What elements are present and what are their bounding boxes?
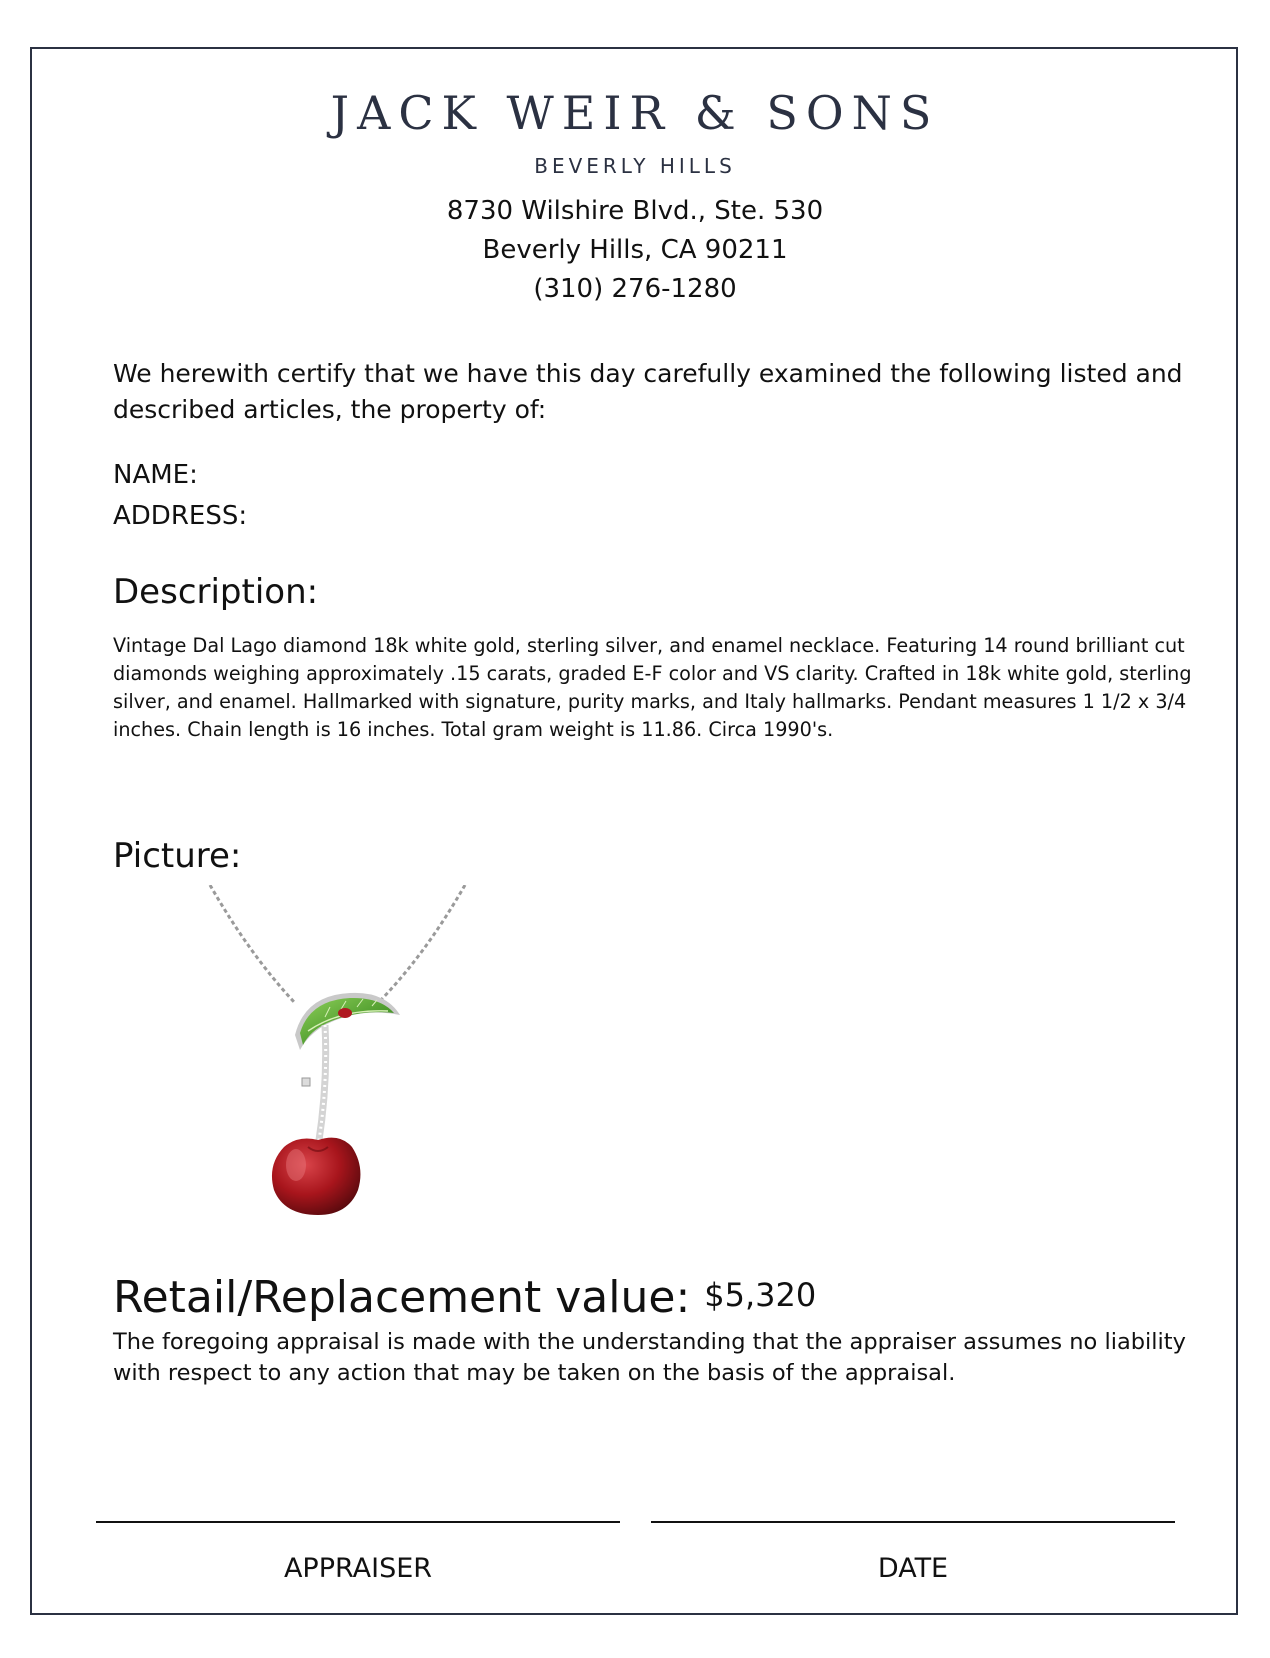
retail-value xyxy=(113,1272,816,1323)
appraiser-label: APPRAISER xyxy=(283,1553,433,1584)
brand-name: JACK WEIR & SONS xyxy=(330,86,940,140)
appraiser-signature-line xyxy=(96,1521,620,1523)
date-signature-line xyxy=(651,1521,1175,1523)
name-label: NAME: xyxy=(113,460,198,490)
retail-value-label: Retail/Replacement value: xyxy=(113,1272,691,1323)
brand-location: BEVERLY HILLS xyxy=(534,154,736,178)
cherry-pendant-necklace-image xyxy=(200,885,480,1237)
address-label: ADDRESS: xyxy=(113,501,248,531)
picture-heading: Picture: xyxy=(113,836,242,876)
address-line-2: Beverly Hills, CA 90211 xyxy=(482,235,788,265)
address-line-1: 8730 Wilshire Blvd., Ste. 530 xyxy=(446,196,824,226)
description-heading: Description: xyxy=(113,572,319,612)
retail-value-amount: $5,320 xyxy=(704,1276,817,1314)
phone-number: (310) 276-1280 xyxy=(533,274,737,304)
certification-statement: We herewith certify that we have this day carefully examined the following listed and described articles, the property of: xyxy=(113,359,1183,424)
disclaimer-text: The foregoing appraisal is made with the understanding that the appraiser assumes no liability with respect to any action that may be taken on the basis of the appraisal. xyxy=(113,1329,1186,1386)
date-label: DATE xyxy=(877,1553,949,1584)
description-text: Vintage Dal Lago diamond 18k white gold, sterling silver, and enamel necklace. Featuring 14 round brilliant cut diamonds weighing approximately .15 carats, graded E-F color and VS clarity. Crafted in 18k white gold, sterling silver, and enamel. Hallmarked with signature, purity marks, and Italy hallmarks. Pendant measures 1 1/2 x 3/4 inches. Chain length is 16 inches. Total gram weight is 11.86. Circa 1990's. xyxy=(113,634,1192,741)
